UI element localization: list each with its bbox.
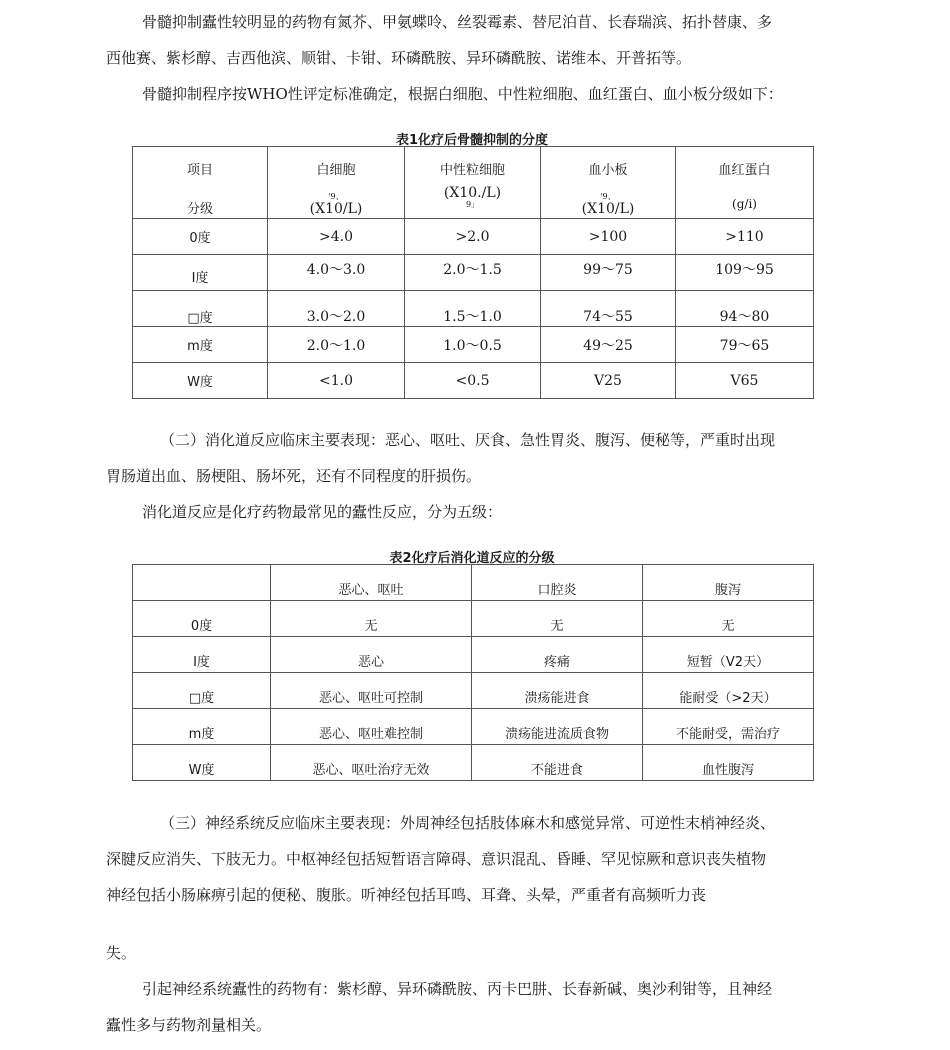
table1-row <box>133 291 814 327</box>
table2-header-row <box>133 565 814 601</box>
table2-caption: 表2化疗后消化道反应的分级 <box>389 551 555 566</box>
wbc-unit: (X10/L) <box>309 201 363 217</box>
para3-line-1: （三）神经系统反应临床主要表现：外周神经包括肢体麻木和感觉异常、可逆性末梢神经炎、 <box>160 814 776 832</box>
para3-line-3: 神经包括小肠麻痹引起的便秘、腹胀。听神经包括耳鸣、耳聋、头晕，严重者有高频听力丧 <box>106 886 707 904</box>
plt-cell: 74〜55 <box>541 291 676 327</box>
table2-row <box>133 745 814 781</box>
nausea-cell: 恶心、呕吐可控制 <box>271 673 472 709</box>
neut-cell: 2.0〜1.5 <box>405 255 541 291</box>
intro-line-1: 骨髓抑制蠹性较明显的药物有氮芥、甲氨蝶呤、丝裂霉素、替尼泊苜、长春瑞滨、拓扑替康、多 <box>142 13 773 31</box>
header-oral-cell: 口腔炎 <box>472 565 643 601</box>
table1-header-row <box>133 147 814 219</box>
table1-row <box>133 327 814 363</box>
header-blank-cell <box>133 565 271 601</box>
header-diarrhea-cell: 腹泻 <box>643 565 814 601</box>
neut-cell: <0.5 <box>405 363 541 399</box>
para3-line-5: 引起神经系统蠹性的药物有：紫杉醇、异环磷酰胺、丙卡巴肼、长春新碱、奥沙利钳等，且神经 <box>142 980 773 998</box>
hb-cell: 79〜65 <box>676 327 814 363</box>
table1-header-hb <box>676 147 814 219</box>
neut-cell: 1.0〜0.5 <box>405 327 541 363</box>
neut-subscript: 9」 <box>465 200 480 209</box>
wbc-cell: 3.0〜2.0 <box>268 291 405 327</box>
hb-cell: 109〜95 <box>676 255 814 291</box>
para2-line-2: 胃肠道出血、肠梗阻、肠坏死，还有不同程度的肝损伤。 <box>106 467 482 485</box>
plt-cell: V25 <box>541 363 676 399</box>
bone-marrow-table <box>132 146 814 399</box>
header-nausea-cell: 恶心、呕吐 <box>271 565 472 601</box>
oral-cell: 溃疡能进食 <box>472 673 643 709</box>
grade-cell: I度 <box>133 255 268 291</box>
table1-header-wbc <box>268 147 405 219</box>
table1-header-neut <box>405 147 541 219</box>
intro-line-3: 骨髓抑制程序按WHO性评定标准确定，根据白细胞、中性粒细胞、血红蛋白、血小板分级如下： <box>142 85 783 103</box>
digestive-paragraph <box>106 422 846 530</box>
plt-cell: 99〜75 <box>541 255 676 291</box>
header-plt-label: 血小板 <box>588 163 628 178</box>
table2-row <box>133 601 814 637</box>
grade-cell: m度 <box>133 709 271 745</box>
grade-cell: □度 <box>133 291 268 327</box>
grade-cell: □度 <box>133 673 271 709</box>
wbc-exponent: '9、 <box>328 192 344 201</box>
plt-cell: >100 <box>541 219 676 255</box>
neut-cell: 1.5〜1.0 <box>405 291 541 327</box>
grade-cell: W度 <box>133 745 271 781</box>
grade-cell: I度 <box>133 637 271 673</box>
intro-paragraph <box>106 4 846 112</box>
table1-header-plt <box>541 147 676 219</box>
nausea-cell: 恶心 <box>271 637 472 673</box>
grade-cell: W度 <box>133 363 268 399</box>
header-hb-label: 血红蛋白 <box>718 163 771 178</box>
neut-cell: >2.0 <box>405 219 541 255</box>
nausea-cell: 无 <box>271 601 472 637</box>
para2-line-3: 消化道反应是化疗药物最常见的蠹性反应，分为五级： <box>142 503 503 521</box>
diarrhea-cell: 无 <box>643 601 814 637</box>
header-item-label: 项目 <box>186 163 213 178</box>
plt-cell: 49〜25 <box>541 327 676 363</box>
table1-row <box>133 363 814 399</box>
hb-cell: 94〜80 <box>676 291 814 327</box>
header-wbc-label: 白细胞 <box>316 163 356 178</box>
para2-line-1: （二）消化道反应临床主要表现：恶心、呕吐、厌食、急性胃炎、腹泻、便秘等，严重时出现 <box>160 431 776 449</box>
wbc-cell: 2.0〜1.0 <box>268 327 405 363</box>
grade-cell: 0度 <box>133 219 268 255</box>
oral-cell: 溃疡能进流质食物 <box>472 709 643 745</box>
table1-row <box>133 255 814 291</box>
wbc-cell: >4.0 <box>268 219 405 255</box>
hb-cell: >110 <box>676 219 814 255</box>
grade-cell: 0度 <box>133 601 271 637</box>
hb-unit: (g/i) <box>732 197 757 211</box>
digestive-reaction-table <box>132 564 814 781</box>
table1-row <box>133 219 814 255</box>
diarrhea-cell: 能耐受（>2天） <box>643 673 814 709</box>
nervous-paragraph <box>106 805 846 1043</box>
grade-cell: m度 <box>133 327 268 363</box>
diarrhea-cell: 短暂（V2天） <box>643 637 814 673</box>
diarrhea-cell: 血性腹泻 <box>643 745 814 781</box>
oral-cell: 疼痛 <box>472 637 643 673</box>
plt-exponent: '9、 <box>600 192 616 201</box>
wbc-cell: 4.0〜3.0 <box>268 255 405 291</box>
hb-cell: V65 <box>676 363 814 399</box>
table2-row <box>133 637 814 673</box>
table2-row <box>133 673 814 709</box>
table1-header-item <box>133 147 268 219</box>
table1-caption: 表1化疗后骨髓抑制的分度 <box>395 133 549 148</box>
table2-row <box>133 709 814 745</box>
nausea-cell: 恶心、呕吐治疗无效 <box>271 745 472 781</box>
oral-cell: 不能进食 <box>472 745 643 781</box>
intro-line-2: 西他赛、紫杉醇、吉西他滨、顺钳、卡钳、环磷酰胺、异环磷酰胺、诺维本、开普拓等。 <box>106 49 692 67</box>
header-neut-label: 中性粒细胞 <box>439 163 505 178</box>
para3-line-4: 失。 <box>106 944 137 962</box>
neut-unit: (X10./L) <box>443 185 502 201</box>
wbc-cell: <1.0 <box>268 363 405 399</box>
plt-unit: (X10/L) <box>581 201 635 217</box>
nausea-cell: 恶心、呕吐难控制 <box>271 709 472 745</box>
para3-line-6: 蠹性多与药物剂量相关。 <box>106 1016 272 1034</box>
header-grade-label: 分级 <box>186 202 213 217</box>
para3-line-2: 深腱反应消失、下肢无力。中枢神经包括短暂语言障碍、意识混乱、昏睡、罕见惊厥和意识丧失植物 <box>106 850 767 868</box>
diarrhea-cell: 不能耐受，需治疗 <box>643 709 814 745</box>
oral-cell: 无 <box>472 601 643 637</box>
